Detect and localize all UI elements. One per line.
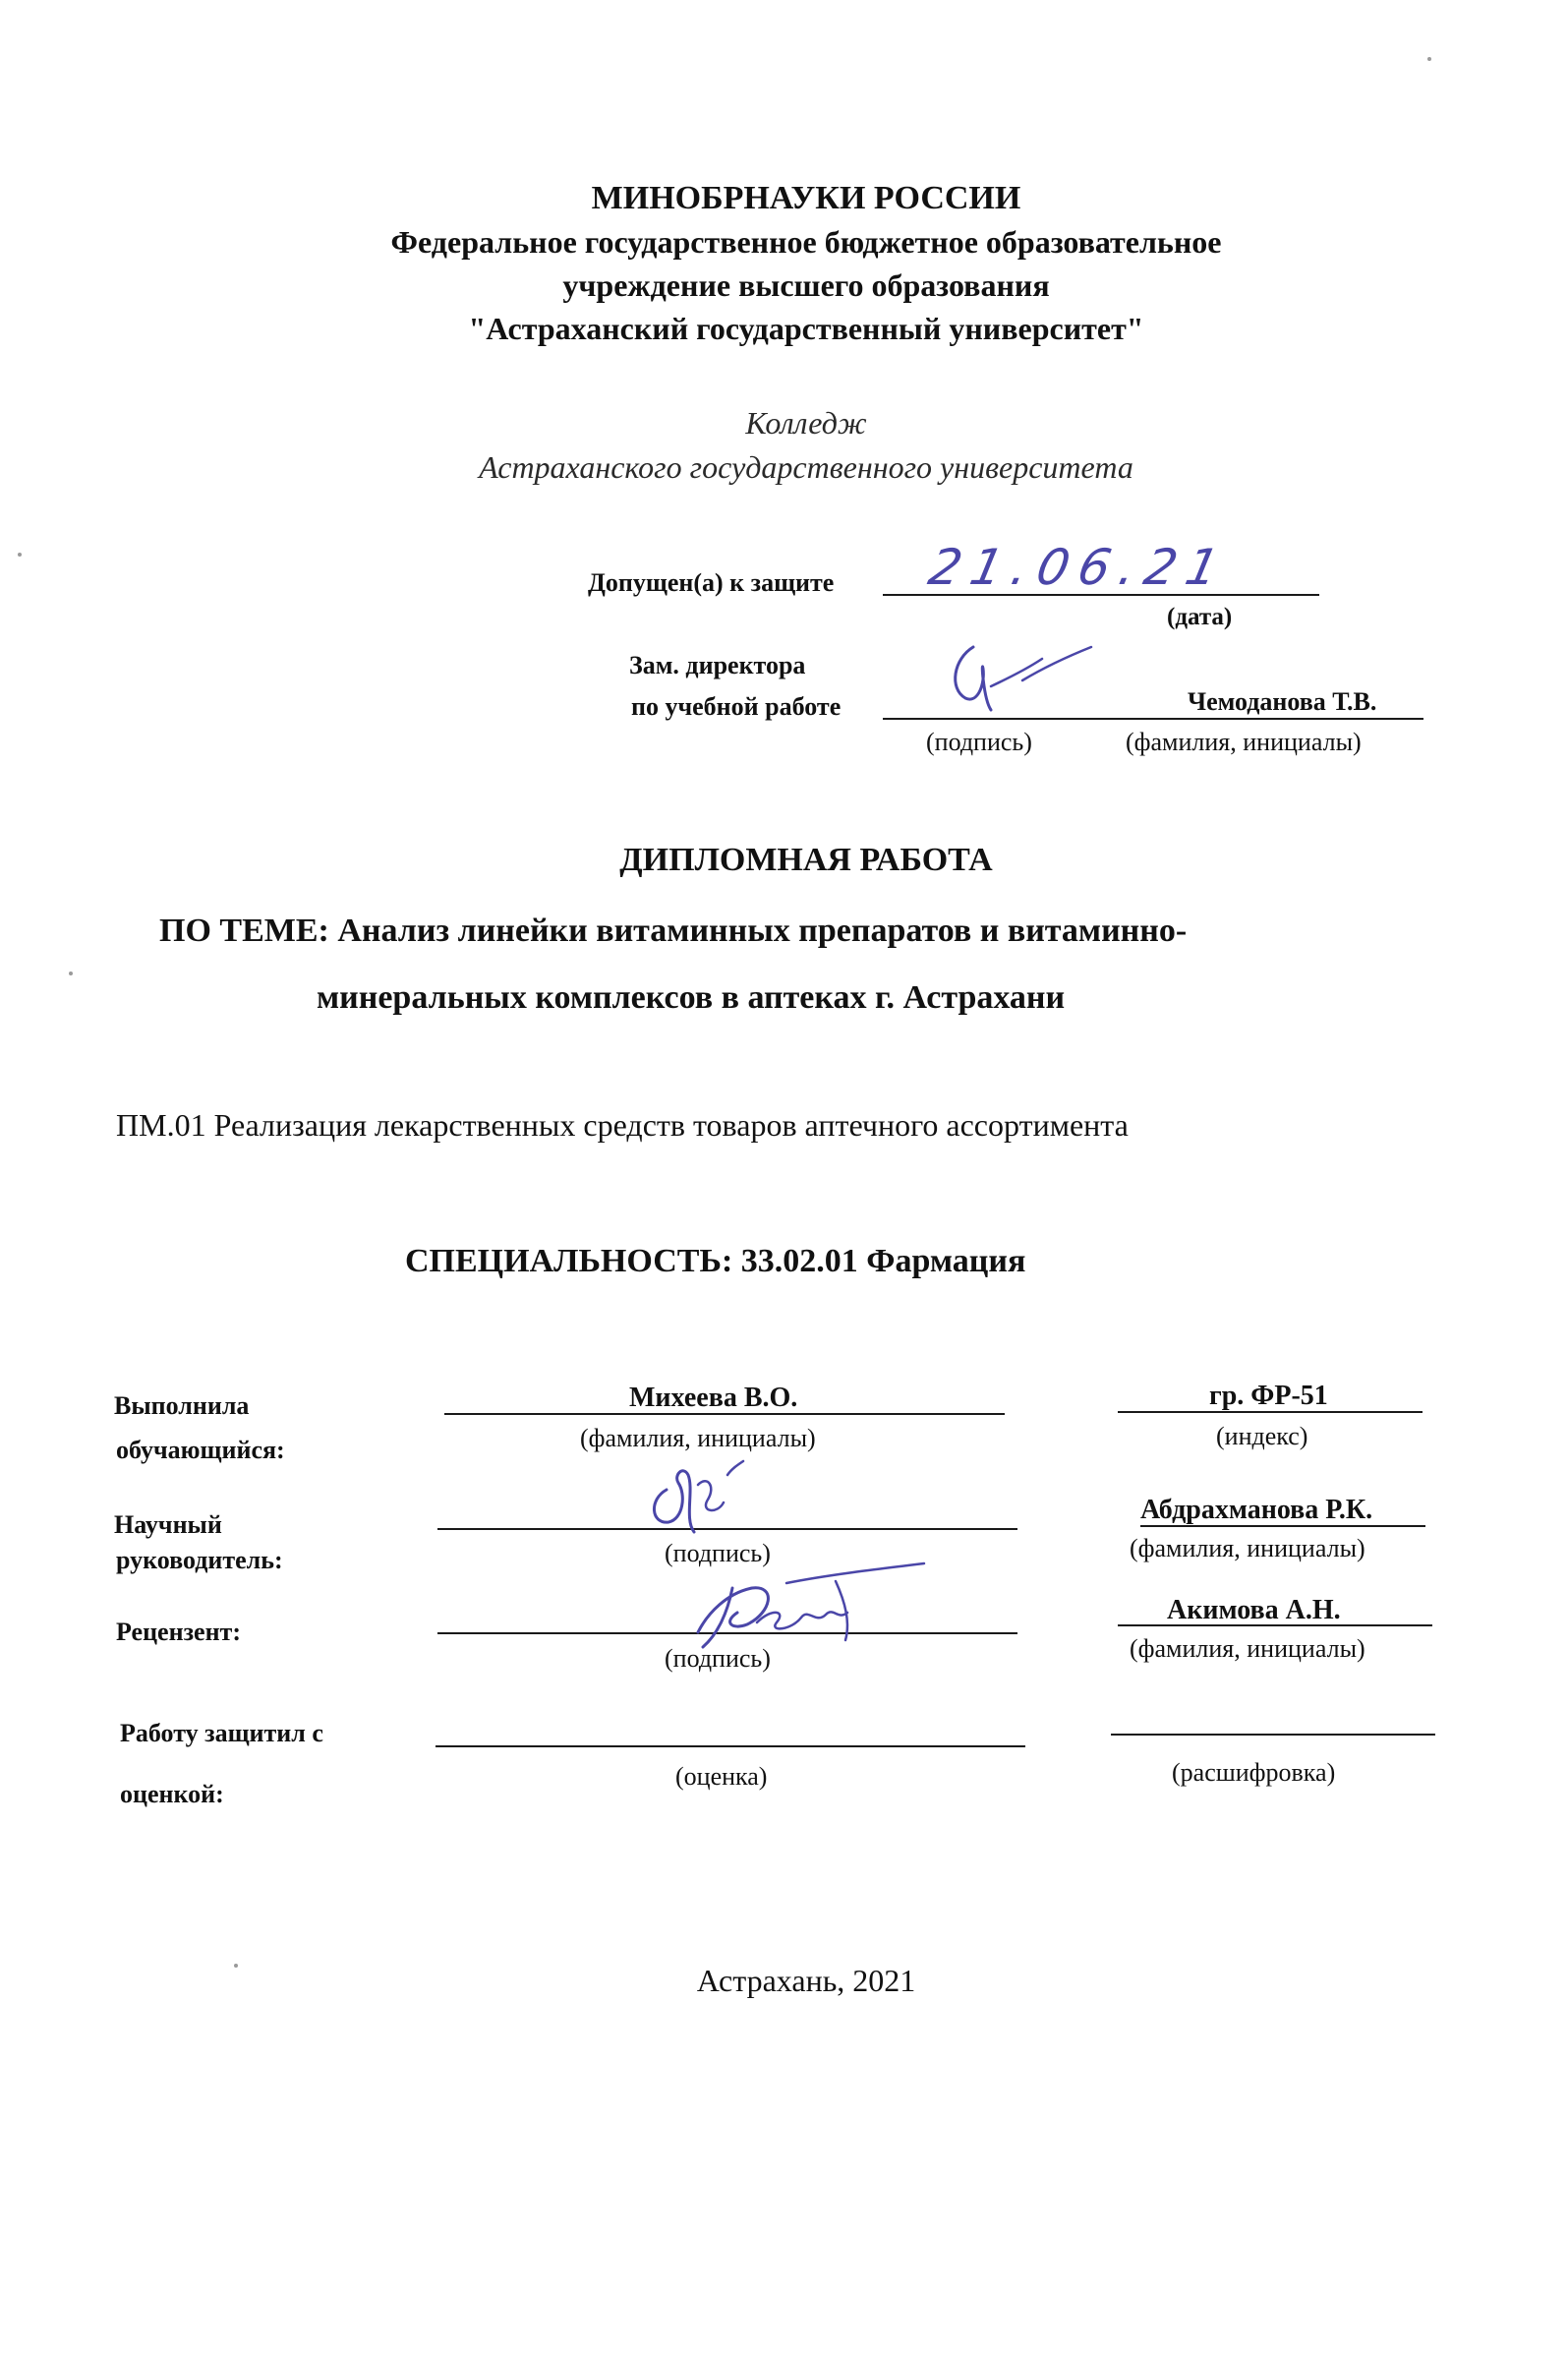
supervisor-signature-caption: (подпись) xyxy=(665,1539,771,1567)
author-name-caption: (фамилия, инициалы) xyxy=(580,1424,816,1452)
group-line xyxy=(1118,1411,1423,1413)
decoding-line xyxy=(1111,1734,1435,1736)
author-label-line-2: обучающийся: xyxy=(116,1436,285,1464)
city-year: Астрахань, 2021 xyxy=(696,1963,916,1998)
org-line-2: учреждение высшего образования xyxy=(562,267,1050,303)
date-caption: (дата) xyxy=(1167,604,1233,630)
thesis-topic-line-2: минеральных комплексов в аптеках г. Астрахани xyxy=(317,979,1066,1016)
group-index: гр. ФР-51 xyxy=(1209,1381,1328,1411)
defense-label-line-2: оценкой: xyxy=(120,1780,224,1808)
supervisor-signature xyxy=(629,1445,757,1554)
college-line-2: Астраханского государственного университета xyxy=(479,449,1133,485)
defense-label-line-1: Работу защитил с xyxy=(120,1719,323,1747)
grade-line xyxy=(436,1745,1025,1747)
specialty: СПЕЦИАЛЬНОСТЬ: 33.02.01 Фармация xyxy=(405,1243,1026,1279)
deputy-signature-line xyxy=(883,718,1423,720)
author-label-line-1: Выполнила xyxy=(114,1391,250,1420)
scan-speck xyxy=(69,972,73,975)
reviewer-name-line xyxy=(1118,1624,1432,1626)
supervisor-name-caption: (фамилия, инициалы) xyxy=(1130,1534,1365,1562)
reviewer-label: Рецензент: xyxy=(116,1618,241,1646)
thesis-topic-line-1 xyxy=(159,913,1187,950)
group-caption: (индекс) xyxy=(1216,1422,1308,1450)
deputy-name-caption: (фамилия, инициалы) xyxy=(1126,728,1362,756)
reviewer-name: Акимова А.Н. xyxy=(1167,1595,1341,1625)
author-name-line xyxy=(444,1413,1005,1415)
deputy-signature-caption: (подпись) xyxy=(926,728,1032,756)
supervisor-label-line-1: Научный xyxy=(114,1510,222,1539)
topic-label: ПО ТЕМЕ: xyxy=(159,913,329,949)
reviewer-name-caption: (фамилия, инициалы) xyxy=(1130,1634,1365,1663)
scan-speck xyxy=(1427,57,1431,61)
deputy-label-line-1: Зам. директора xyxy=(629,651,806,679)
admitted-date-handwritten: 21.06.21 xyxy=(923,539,1234,596)
supervisor-name: Абдрахманова Р.К. xyxy=(1140,1495,1373,1525)
scan-speck xyxy=(18,553,22,557)
grade-caption: (оценка) xyxy=(675,1762,768,1791)
supervisor-label-line-2: руководитель: xyxy=(116,1546,283,1574)
supervisor-name-line xyxy=(1140,1525,1425,1527)
topic-text-line-1: Анализ линейки витаминных препаратов и витаминно- xyxy=(337,913,1188,949)
deputy-name: Чемоданова Т.В. xyxy=(1188,687,1377,716)
org-line-1: Федеральное государственное бюджетное образовательное xyxy=(390,224,1222,260)
reviewer-signature-caption: (подпись) xyxy=(665,1644,771,1673)
deputy-label-line-2: по учебной работе xyxy=(631,692,842,721)
admitted-label: Допущен(а) к защите xyxy=(588,568,835,597)
decoding-caption: (расшифровка) xyxy=(1172,1758,1336,1787)
author-name: Михеева В.О. xyxy=(629,1383,798,1413)
college-line-1: Колледж xyxy=(745,405,867,441)
thesis-type: ДИПЛОМНАЯ РАБОТА xyxy=(619,842,993,878)
deputy-signature xyxy=(934,629,1101,718)
ministry-title: МИНОБРНАУКИ РОССИИ xyxy=(591,180,1021,216)
professional-module: ПМ.01 Реализация лекарственных средств товаров аптечного ассортимента xyxy=(116,1107,1129,1143)
university-name: "Астраханский государственный университет" xyxy=(468,311,1144,346)
